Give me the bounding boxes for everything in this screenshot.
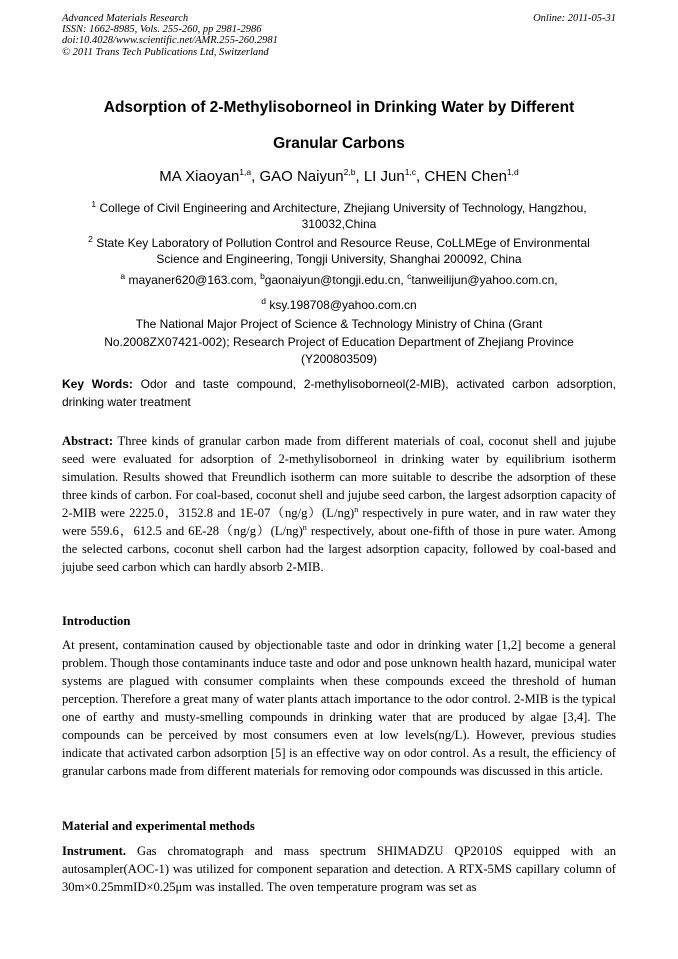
affiliation-mark: 2: [88, 234, 93, 244]
journal-issn: ISSN: 1662-8985, Vols. 255-260, pp 2981-2986: [62, 24, 262, 36]
funding-line-2: No.2008ZX07421-002); Research Project of Education Department of Zhejiang Province: [104, 334, 574, 349]
section-heading-introduction: Introduction: [62, 614, 131, 628]
journal-copyright: © 2011 Trans Tech Publications Ltd, Switzerland: [62, 46, 269, 58]
keywords: [62, 375, 616, 411]
abstract-label: Abstract:: [62, 434, 114, 448]
exponent: n: [302, 522, 307, 532]
funding-line-1: The National Major Project of Science & Technology Ministry of China (Grant: [135, 317, 543, 331]
author-affiliation-mark: 1,a: [239, 167, 252, 177]
keywords-text: Odor and taste compound, 2-methylisoborneol(2-MIB), activated carbon adsorption, drinking water treatment: [62, 377, 616, 409]
affiliation-mark: 1: [91, 199, 97, 209]
email-mark: d: [261, 296, 266, 306]
email-a[interactable]: mayaner620@163.com,: [128, 273, 257, 287]
email-line-1: [62, 273, 616, 288]
email-mark: a: [120, 271, 126, 281]
author-separator: ,: [251, 168, 260, 185]
author-name: CHEN Chen: [424, 168, 507, 185]
author-name: LI Jun: [363, 168, 405, 185]
paper-title-line-1: Adsorption of 2-Methylisoborneol in Drinking Water by Different: [103, 99, 575, 116]
online-date: Online: 2011-05-31: [533, 13, 616, 24]
author-affiliation-mark: 2,b: [343, 167, 356, 177]
journal-header: [62, 13, 616, 58]
journal-name: Advanced Materials Research: [62, 13, 189, 24]
instrument-text: Gas chromatograph and mass spectrum SHIMADZU QP2010S equipped with an autosampler(AOC-1) was utilized for component separation and detection. A RTX-5MS capillary column of 30m×0.25mmID×0.25μm was installed. The oven temperature program was set as: [62, 844, 616, 894]
abstract-text-2: respectively in pure water, and in raw water they were 559.6，612.5 and 6E-28（ng/g）(L/ng): [62, 506, 617, 538]
funding-line-3: (Y200803509): [300, 352, 378, 366]
email-d[interactable]: ksy.198708@yahoo.com.cn: [269, 298, 417, 312]
email-c[interactable]: tanweilijun@yahoo.com.cn,: [411, 273, 558, 287]
journal-doi: doi:10.4028/www.scientific.net/AMR.255-260.2981: [62, 35, 278, 47]
author-separator: ,: [416, 168, 425, 185]
author-separator: ,: [355, 168, 364, 185]
funding-statement: [62, 316, 616, 369]
email-mark: b: [260, 271, 265, 281]
abstract-text-3: respectively, about one-fifth of those in pure water. Among the selected carbons, coconut shell carbon had the largest adsorption capacity, followed by coal-based and jujube seed carbon which can hardly absorb 2-MIB.: [62, 524, 616, 574]
author-affiliation-mark: 1,d: [506, 167, 519, 177]
keywords-label: Key Words:: [62, 377, 133, 391]
affiliation-text: State Key Laboratory of Pollution Control and Resource Reuse, CoLLMEge of Environmental Science and Engineering, Tongji University, Shanghai 200092, China: [96, 236, 590, 266]
abstract-text-1: Three kinds of granular carbon made from different materials of coal, coconut shell and jujube seed were evaluated for adsorption of 2-methylisoborneol in drinking water by equilibrium isotherm simulation. Results showed that Freundlich isotherm can more suitable to describe the adsorption of these three kinds of carbon. For coal-based, coconut shell and jujube seed carbon, the largest adsorption capacity of 2-MIB were 2225.0，3152.8 and 1E-07（ng/g）(L/ng): [62, 434, 616, 520]
paper-title-line-2: Granular Carbons: [273, 135, 405, 152]
author-name: MA Xiaoyan: [159, 168, 240, 185]
author-affiliation-mark: 1,c: [404, 167, 417, 177]
author-name: GAO Naiyun: [259, 168, 344, 185]
exponent: n: [354, 504, 359, 514]
email-b[interactable]: gaonaiyun@tongji.edu.cn,: [264, 273, 404, 287]
instrument-paragraph: [62, 842, 616, 896]
email-mark: c: [407, 271, 412, 281]
instrument-label: Instrument.: [62, 844, 127, 858]
affiliation-1: [62, 201, 616, 232]
author-list: [62, 167, 616, 187]
email-line-2: [62, 298, 616, 313]
affiliation-2: [62, 236, 616, 267]
introduction-paragraph: At present, contamination caused by objectionable taste and odor in drinking water [1,2] become a general problem. Though those contaminants induce taste and odor and pose unknown health hazard, municipal water systems are plagued with consumer complaints when these compounds exceed the threshold of human perception. Therefore a great many of water plants attach importance to the odor control. 2-MIB is the typical one of earthy and musty-smelling compounds in drinking water that are produced by algae [3,4]. The compounds can be perceived by most consumers even at low levels(ng/L). However, previous studies indicate that activated carbon adsorption [5] is an effective way on odor control. As a result, the efficiency of granular carbons made from different materials for removing odor compounds was discussed in this article.: [62, 638, 616, 778]
paper-title: [62, 90, 616, 162]
abstract: [62, 432, 616, 576]
affiliation-text: College of Civil Engineering and Architecture, Zhejiang University of Technology, Hangzhou, 310032,China: [99, 201, 587, 231]
section-heading-methods: Material and experimental methods: [62, 819, 255, 833]
